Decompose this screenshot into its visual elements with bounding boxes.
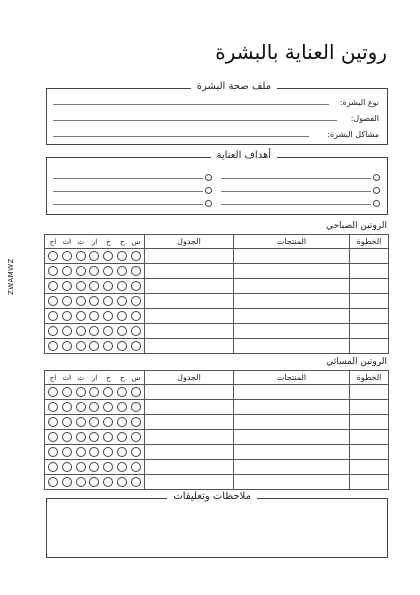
morning-day-labels bbox=[45, 238, 144, 246]
goal-line[interactable] bbox=[53, 191, 203, 192]
skin-issues-line[interactable] bbox=[53, 136, 309, 137]
day-checkbox[interactable] bbox=[103, 281, 113, 291]
day-checkbox[interactable] bbox=[103, 387, 113, 397]
day-checkbox[interactable] bbox=[48, 281, 58, 291]
skin-issues-label: مشاكل البشرة: bbox=[327, 130, 379, 139]
seasons-label: الفصول: bbox=[350, 114, 379, 123]
products-cell[interactable] bbox=[234, 279, 350, 294]
schedule-cell[interactable] bbox=[145, 309, 234, 324]
day-checkbox[interactable] bbox=[117, 432, 127, 442]
day-checkbox[interactable] bbox=[48, 417, 58, 427]
day-checkbox[interactable] bbox=[117, 417, 127, 427]
day-checkbox[interactable] bbox=[131, 477, 141, 487]
day-checkbox[interactable] bbox=[103, 326, 113, 336]
day-checkbox[interactable] bbox=[62, 462, 72, 472]
day-checkbox[interactable] bbox=[76, 477, 86, 487]
day-checkbox[interactable] bbox=[48, 296, 58, 306]
day-checkbox[interactable] bbox=[103, 402, 113, 412]
schedule-header: الجدول bbox=[145, 371, 234, 385]
products-cell[interactable] bbox=[234, 294, 350, 309]
day-checkbox[interactable] bbox=[76, 281, 86, 291]
skin-type-line[interactable] bbox=[53, 104, 329, 105]
schedule-cell[interactable] bbox=[145, 415, 234, 430]
table-row bbox=[45, 430, 389, 445]
schedule-cell[interactable] bbox=[145, 264, 234, 279]
schedule-cell[interactable] bbox=[145, 445, 234, 460]
skin-profile-heading: ملف صحة البشرة bbox=[191, 81, 277, 92]
table-row bbox=[45, 385, 389, 400]
morning-routine-table bbox=[44, 234, 389, 354]
goal-checkbox[interactable] bbox=[205, 174, 212, 181]
table-row bbox=[45, 415, 389, 430]
day-checkbox[interactable] bbox=[117, 387, 127, 397]
day-checkboxes bbox=[45, 249, 145, 264]
day-label: خ bbox=[106, 373, 111, 382]
day-label: ج bbox=[119, 237, 125, 246]
skin-profile-box bbox=[46, 81, 388, 145]
day-checkbox[interactable] bbox=[117, 447, 127, 457]
schedule-cell[interactable] bbox=[145, 294, 234, 309]
step-cell[interactable] bbox=[350, 445, 389, 460]
day-checkbox[interactable] bbox=[117, 477, 127, 487]
notes-heading: ملاحظات وتعليقات bbox=[167, 491, 257, 502]
day-checkbox[interactable] bbox=[89, 402, 99, 412]
day-checkbox[interactable] bbox=[76, 326, 86, 336]
table-row bbox=[45, 445, 389, 460]
day-checkbox[interactable] bbox=[103, 477, 113, 487]
schedule-header: الجدول bbox=[145, 235, 234, 249]
day-checkbox[interactable] bbox=[131, 462, 141, 472]
day-checkboxes bbox=[45, 445, 145, 460]
goal-line[interactable] bbox=[53, 204, 203, 205]
goal-checkbox[interactable] bbox=[205, 200, 212, 207]
day-checkbox[interactable] bbox=[103, 311, 113, 321]
day-checkbox[interactable] bbox=[76, 341, 86, 351]
day-checkbox[interactable] bbox=[131, 251, 141, 261]
day-checkbox[interactable] bbox=[48, 251, 58, 261]
day-checkbox[interactable] bbox=[76, 432, 86, 442]
products-cell[interactable] bbox=[234, 309, 350, 324]
products-cell[interactable] bbox=[234, 400, 350, 415]
products-cell[interactable] bbox=[234, 324, 350, 339]
day-checkbox[interactable] bbox=[131, 311, 141, 321]
goal-checkbox[interactable] bbox=[373, 200, 380, 207]
day-checkbox[interactable] bbox=[89, 432, 99, 442]
morning-routine-heading: الروتين الصباحي bbox=[325, 221, 387, 231]
day-checkbox[interactable] bbox=[76, 462, 86, 472]
day-checkbox[interactable] bbox=[48, 477, 58, 487]
step-cell[interactable] bbox=[350, 249, 389, 264]
goal-checkbox[interactable] bbox=[373, 174, 380, 181]
evening-routine-heading: الروتين المسائي bbox=[326, 357, 387, 367]
step-cell[interactable] bbox=[350, 309, 389, 324]
step-header: الخطوة bbox=[350, 235, 389, 249]
table-row bbox=[45, 324, 389, 339]
step-cell[interactable] bbox=[350, 339, 389, 354]
day-checkbox[interactable] bbox=[62, 341, 72, 351]
day-checkbox[interactable] bbox=[62, 402, 72, 412]
day-checkbox[interactable] bbox=[76, 387, 86, 397]
day-checkbox[interactable] bbox=[117, 296, 127, 306]
day-label: ج bbox=[119, 373, 125, 382]
day-checkbox[interactable] bbox=[48, 326, 58, 336]
schedule-cell[interactable] bbox=[145, 400, 234, 415]
schedule-cell[interactable] bbox=[145, 339, 234, 354]
schedule-cell[interactable] bbox=[145, 475, 234, 490]
schedule-cell[interactable] bbox=[145, 460, 234, 475]
day-label: ث bbox=[77, 373, 84, 382]
day-checkbox[interactable] bbox=[62, 296, 72, 306]
day-checkbox[interactable] bbox=[48, 311, 58, 321]
goal-checkbox[interactable] bbox=[205, 187, 212, 194]
day-checkbox[interactable] bbox=[62, 251, 72, 261]
day-checkbox[interactable] bbox=[76, 447, 86, 457]
day-checkbox[interactable] bbox=[131, 402, 141, 412]
table-row bbox=[45, 249, 389, 264]
day-checkboxes bbox=[45, 430, 145, 445]
day-label: ار bbox=[91, 237, 98, 246]
day-label: ار bbox=[91, 373, 98, 382]
day-checkbox[interactable] bbox=[131, 417, 141, 427]
goal-line[interactable] bbox=[221, 178, 371, 179]
day-checkbox[interactable] bbox=[48, 402, 58, 412]
products-cell[interactable] bbox=[234, 445, 350, 460]
day-label: اح bbox=[49, 237, 57, 246]
products-cell[interactable] bbox=[234, 475, 350, 490]
day-checkbox[interactable] bbox=[89, 296, 99, 306]
day-checkbox[interactable] bbox=[62, 326, 72, 336]
day-checkboxes bbox=[45, 460, 145, 475]
day-checkboxes bbox=[45, 415, 145, 430]
days-header bbox=[45, 235, 145, 249]
day-checkbox[interactable] bbox=[131, 296, 141, 306]
page-title: روتين العناية بالبشرة bbox=[215, 40, 387, 64]
day-checkbox[interactable] bbox=[117, 311, 127, 321]
day-checkbox[interactable] bbox=[117, 251, 127, 261]
day-checkbox[interactable] bbox=[89, 326, 99, 336]
products-cell[interactable] bbox=[234, 264, 350, 279]
day-checkbox[interactable] bbox=[131, 326, 141, 336]
goal-checkbox[interactable] bbox=[373, 187, 380, 194]
day-checkbox[interactable] bbox=[103, 266, 113, 276]
day-checkboxes bbox=[45, 324, 145, 339]
day-checkbox[interactable] bbox=[131, 447, 141, 457]
products-cell[interactable] bbox=[234, 430, 350, 445]
notes-box[interactable] bbox=[46, 491, 388, 558]
day-checkbox[interactable] bbox=[48, 341, 58, 351]
day-checkbox[interactable] bbox=[131, 281, 141, 291]
day-checkbox[interactable] bbox=[76, 402, 86, 412]
day-checkbox[interactable] bbox=[62, 477, 72, 487]
step-cell[interactable] bbox=[350, 385, 389, 400]
day-label: س bbox=[131, 237, 141, 246]
goals-heading: أهداف العناية bbox=[211, 150, 277, 161]
days-header bbox=[45, 371, 145, 385]
table-row bbox=[45, 264, 389, 279]
schedule-cell[interactable] bbox=[145, 249, 234, 264]
products-cell[interactable] bbox=[234, 385, 350, 400]
day-checkbox[interactable] bbox=[131, 387, 141, 397]
schedule-cell[interactable] bbox=[145, 385, 234, 400]
goal-line[interactable] bbox=[53, 178, 203, 179]
day-checkbox[interactable] bbox=[103, 447, 113, 457]
day-checkbox[interactable] bbox=[62, 281, 72, 291]
products-cell[interactable] bbox=[234, 339, 350, 354]
day-checkbox[interactable] bbox=[103, 462, 113, 472]
goals-box bbox=[46, 150, 388, 215]
step-cell[interactable] bbox=[350, 430, 389, 445]
table-row bbox=[45, 460, 389, 475]
table-row bbox=[45, 279, 389, 294]
day-checkbox[interactable] bbox=[89, 341, 99, 351]
day-checkbox[interactable] bbox=[117, 341, 127, 351]
day-checkbox[interactable] bbox=[48, 387, 58, 397]
table-row bbox=[45, 400, 389, 415]
products-cell[interactable] bbox=[234, 460, 350, 475]
products-cell[interactable] bbox=[234, 415, 350, 430]
day-checkbox[interactable] bbox=[76, 266, 86, 276]
day-checkbox[interactable] bbox=[103, 341, 113, 351]
day-checkbox[interactable] bbox=[117, 326, 127, 336]
day-checkbox[interactable] bbox=[131, 341, 141, 351]
day-checkbox[interactable] bbox=[62, 432, 72, 442]
day-checkbox[interactable] bbox=[62, 387, 72, 397]
table-row bbox=[45, 475, 389, 490]
day-label: اح bbox=[49, 373, 57, 382]
day-checkbox[interactable] bbox=[89, 447, 99, 457]
day-checkbox[interactable] bbox=[76, 251, 86, 261]
day-checkbox[interactable] bbox=[76, 311, 86, 321]
day-checkbox[interactable] bbox=[89, 281, 99, 291]
day-checkbox[interactable] bbox=[103, 251, 113, 261]
day-checkbox[interactable] bbox=[48, 447, 58, 457]
products-header: المنتجات bbox=[234, 371, 350, 385]
day-label: س bbox=[131, 373, 141, 382]
day-checkbox[interactable] bbox=[89, 266, 99, 276]
products-header: المنتجات bbox=[234, 235, 350, 249]
day-checkbox[interactable] bbox=[62, 417, 72, 427]
day-checkbox[interactable] bbox=[89, 311, 99, 321]
step-cell[interactable] bbox=[350, 324, 389, 339]
step-cell[interactable] bbox=[350, 279, 389, 294]
products-cell[interactable] bbox=[234, 249, 350, 264]
day-checkbox[interactable] bbox=[117, 462, 127, 472]
schedule-cell[interactable] bbox=[145, 430, 234, 445]
step-cell[interactable] bbox=[350, 294, 389, 309]
day-checkbox[interactable] bbox=[62, 266, 72, 276]
day-checkbox[interactable] bbox=[48, 432, 58, 442]
step-cell[interactable] bbox=[350, 264, 389, 279]
table-row bbox=[45, 294, 389, 309]
day-label: خ bbox=[106, 237, 111, 246]
day-checkbox[interactable] bbox=[89, 387, 99, 397]
day-checkboxes bbox=[45, 385, 145, 400]
schedule-cell[interactable] bbox=[145, 279, 234, 294]
evening-routine-table bbox=[44, 370, 389, 490]
day-checkboxes bbox=[45, 264, 145, 279]
day-checkbox[interactable] bbox=[89, 251, 99, 261]
step-cell[interactable] bbox=[350, 460, 389, 475]
day-checkbox[interactable] bbox=[103, 417, 113, 427]
step-header: الخطوة bbox=[350, 371, 389, 385]
day-checkbox[interactable] bbox=[103, 296, 113, 306]
skin-type-label: نوع البشرة: bbox=[339, 98, 379, 107]
day-label: اث bbox=[62, 373, 72, 382]
day-checkbox[interactable] bbox=[103, 432, 113, 442]
schedule-cell[interactable] bbox=[145, 324, 234, 339]
day-label: ث bbox=[77, 237, 84, 246]
day-checkboxes bbox=[45, 279, 145, 294]
day-checkboxes bbox=[45, 400, 145, 415]
day-checkbox[interactable] bbox=[117, 402, 127, 412]
day-checkboxes bbox=[45, 309, 145, 324]
day-checkbox[interactable] bbox=[62, 311, 72, 321]
seasons-line[interactable] bbox=[53, 120, 337, 121]
day-checkbox[interactable] bbox=[131, 432, 141, 442]
day-checkbox[interactable] bbox=[89, 477, 99, 487]
day-checkbox[interactable] bbox=[76, 296, 86, 306]
day-checkbox[interactable] bbox=[48, 462, 58, 472]
day-label: اث bbox=[62, 237, 72, 246]
day-checkbox[interactable] bbox=[117, 281, 127, 291]
day-checkbox[interactable] bbox=[131, 266, 141, 276]
day-checkbox[interactable] bbox=[89, 417, 99, 427]
day-checkbox[interactable] bbox=[89, 462, 99, 472]
evening-day-labels bbox=[45, 374, 144, 382]
brand-logo: ZWAMWZ bbox=[7, 258, 15, 295]
day-checkbox[interactable] bbox=[62, 447, 72, 457]
table-row bbox=[45, 339, 389, 354]
day-checkboxes bbox=[45, 294, 145, 309]
day-checkboxes bbox=[45, 475, 145, 490]
step-cell[interactable] bbox=[350, 400, 389, 415]
goal-line[interactable] bbox=[221, 204, 371, 205]
table-row bbox=[45, 309, 389, 324]
day-checkbox[interactable] bbox=[48, 266, 58, 276]
day-checkbox[interactable] bbox=[76, 417, 86, 427]
day-checkboxes bbox=[45, 339, 145, 354]
day-checkbox[interactable] bbox=[117, 266, 127, 276]
step-cell[interactable] bbox=[350, 415, 389, 430]
step-cell[interactable] bbox=[350, 475, 389, 490]
goal-line[interactable] bbox=[221, 191, 371, 192]
